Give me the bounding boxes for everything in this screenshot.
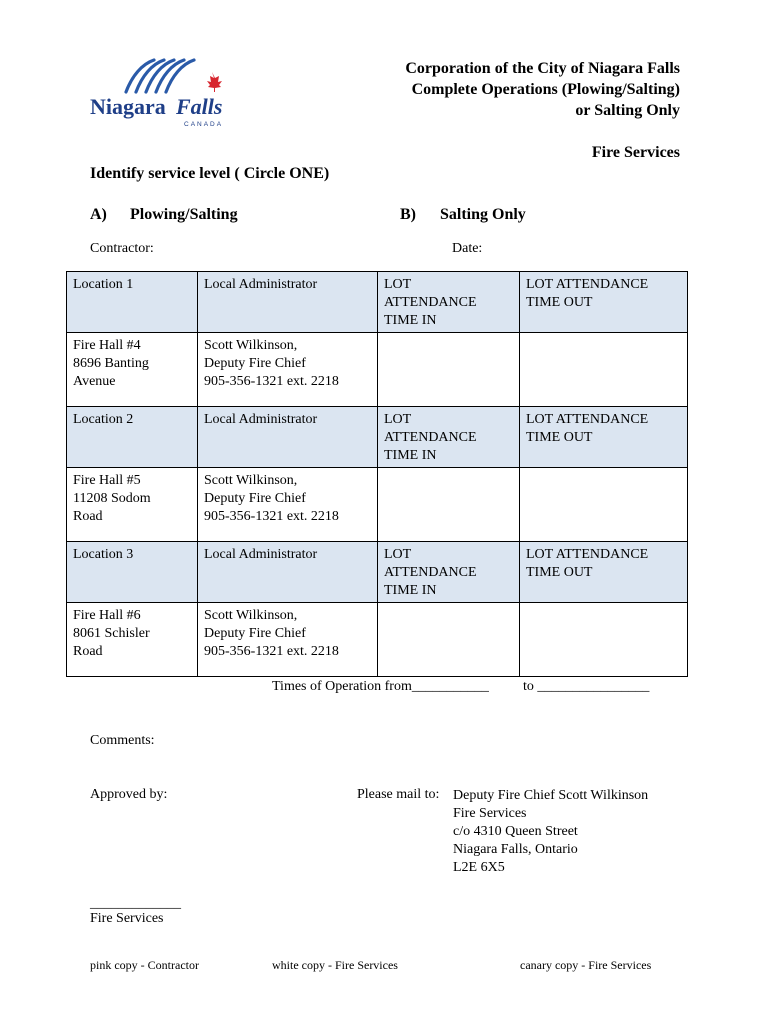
admin-header: Local Administrator [198, 542, 378, 603]
logo-wordmark-left: Niagara [90, 94, 166, 119]
table-header-row [67, 407, 688, 468]
time-out-header: LOT ATTENDANCE TIME OUT [520, 542, 688, 603]
service-level-heading: Identify service level ( Circle ONE) [90, 165, 330, 182]
option-b-letter: B) [400, 206, 416, 223]
department-title: Fire Services [591, 144, 680, 161]
title-line-3: or Salting Only [575, 102, 680, 119]
approved-by-label: Approved by: [90, 787, 168, 802]
table-header-row [67, 542, 688, 603]
admin-contact: Scott Wilkinson, Deputy Fire Chief 905-356-1321 ext. 2218 [198, 603, 378, 677]
mail-to-label: Please mail to: [357, 787, 440, 802]
option-a-plowing-salting[interactable]: Plowing/Salting [130, 206, 238, 223]
option-a-letter: A) [90, 206, 107, 223]
white-copy-note: white copy - Fire Services [272, 958, 398, 972]
time-in-cell[interactable] [378, 333, 520, 407]
niagara-falls-logo [88, 54, 234, 130]
title-line-1: Corporation of the City of Niagara Falls [405, 60, 680, 77]
date-label: Date: [452, 241, 483, 256]
times-from-field[interactable]: Times of Operation from___________ [272, 679, 489, 694]
time-out-cell[interactable] [520, 603, 688, 677]
option-b-salting-only[interactable]: Salting Only [440, 206, 526, 223]
admin-header: Local Administrator [198, 272, 378, 333]
contractor-label: Contractor: [90, 241, 154, 256]
time-out-cell[interactable] [520, 333, 688, 407]
pink-copy-note: pink copy - Contractor [90, 958, 199, 972]
location-address: Fire Hall #5 11208 Sodom Road [67, 468, 198, 542]
title-line-2: Complete Operations (Plowing/Salting) [411, 81, 680, 98]
table-header-row [67, 272, 688, 333]
falls-waves-icon [126, 60, 194, 92]
location-schedule-table [66, 271, 688, 677]
admin-contact: Scott Wilkinson, Deputy Fire Chief 905-356-1321 ext. 2218 [198, 468, 378, 542]
location-header: Location 2 [67, 407, 198, 468]
location-address: Fire Hall #4 8696 Banting Avenue [67, 333, 198, 407]
time-out-header: LOT ATTENDANCE TIME OUT [520, 272, 688, 333]
table-row [67, 468, 688, 542]
time-in-cell[interactable] [378, 603, 520, 677]
location-address: Fire Hall #6 8061 Schisler Road [67, 603, 198, 677]
admin-header: Local Administrator [198, 407, 378, 468]
logo-country: CANADA [184, 121, 224, 128]
times-to-field[interactable]: to ________________ [523, 679, 650, 694]
table-row [67, 603, 688, 677]
table-row [67, 333, 688, 407]
time-out-cell[interactable] [520, 468, 688, 542]
logo-wordmark-right: Falls [176, 94, 223, 119]
location-header: Location 1 [67, 272, 198, 333]
signature-label: Fire Services [90, 911, 164, 926]
canary-copy-note: canary copy - Fire Services [520, 958, 652, 972]
mail-address: Deputy Fire Chief Scott Wilkinson Fire Services c/o 4310 Queen Street Niagara Falls, Ontario L2E 6X5 [453, 788, 649, 875]
maple-leaf-icon [207, 72, 222, 92]
time-out-header: LOT ATTENDANCE TIME OUT [520, 407, 688, 468]
time-in-header: LOT ATTENDANCE TIME IN [378, 272, 520, 333]
time-in-cell[interactable] [378, 468, 520, 542]
comments-label: Comments: [90, 733, 155, 748]
location-header: Location 3 [67, 542, 198, 603]
signature-line[interactable]: _____________ [90, 896, 181, 911]
time-in-header: LOT ATTENDANCE TIME IN [378, 542, 520, 603]
time-in-header: LOT ATTENDANCE TIME IN [378, 407, 520, 468]
admin-contact: Scott Wilkinson, Deputy Fire Chief 905-356-1321 ext. 2218 [198, 333, 378, 407]
